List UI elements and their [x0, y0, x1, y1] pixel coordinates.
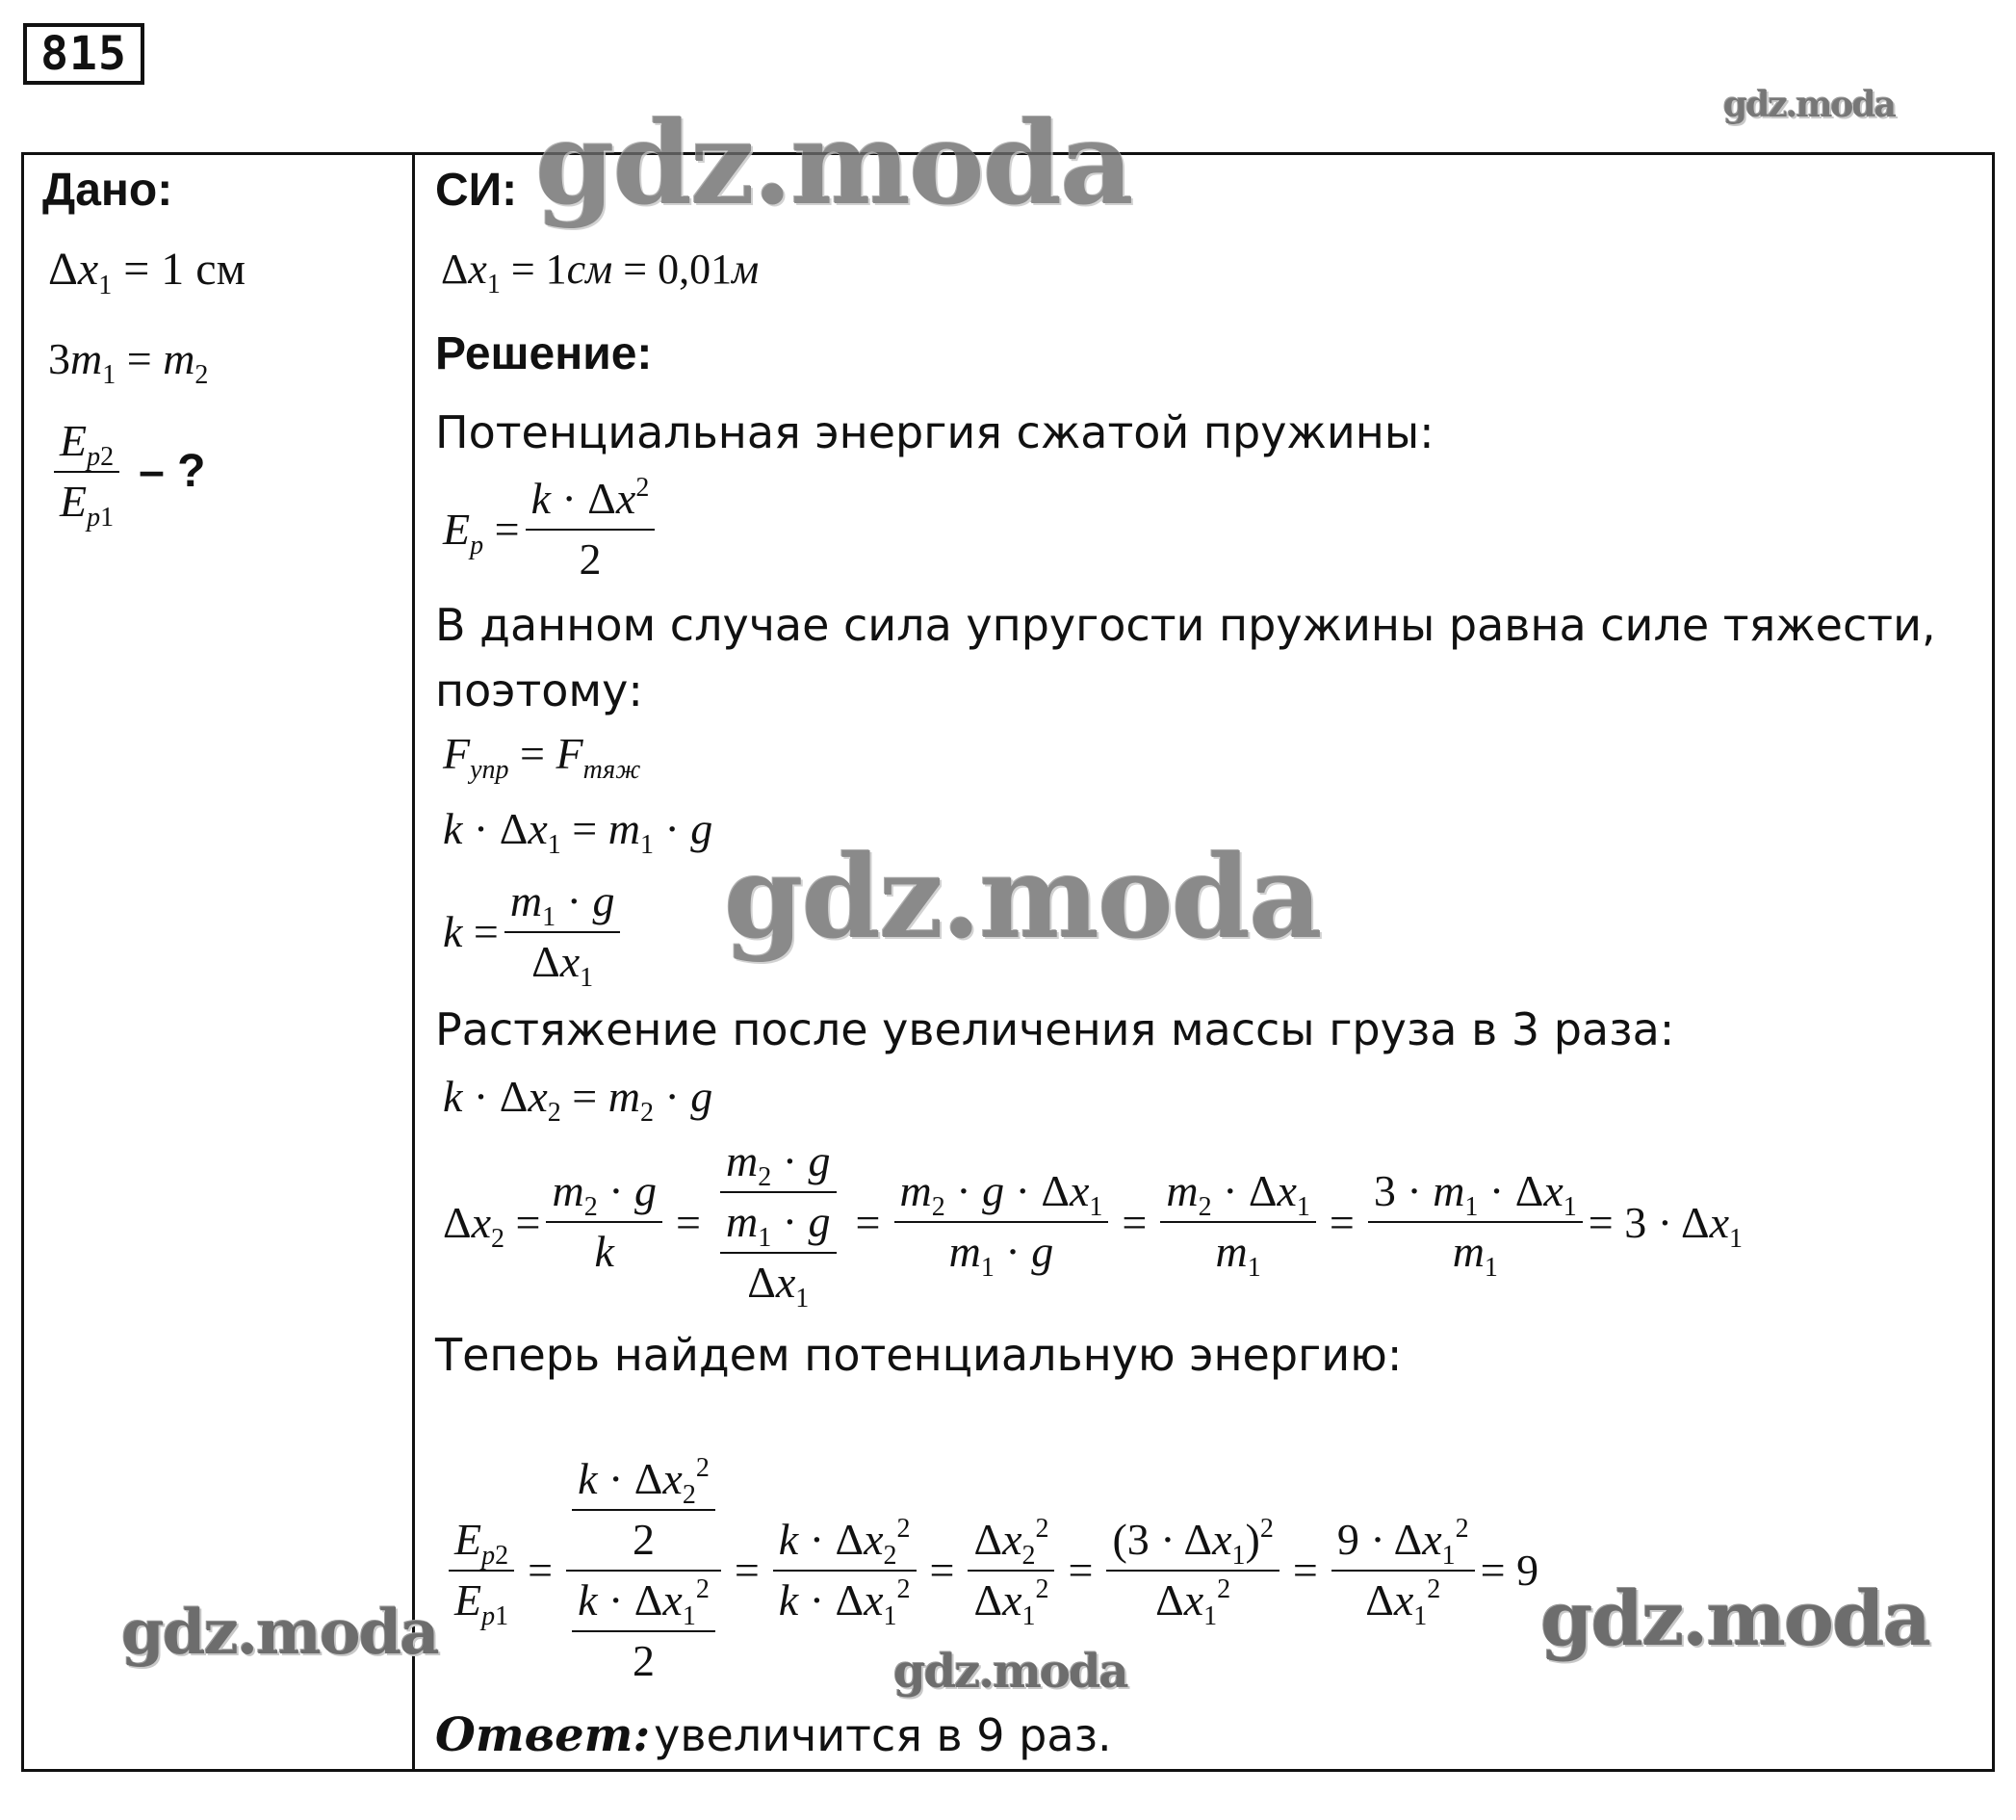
- solution-p1: Потенциальная энергия сжатой пружины:: [435, 406, 1434, 458]
- formula-k: k = $\frac{m_1 \cdot g}{\Delta x_1}$: [443, 876, 626, 988]
- formula-k-dx1: $k \cdot \Delta x_1 = m_1 \cdot g$: [443, 804, 713, 860]
- solution-heading: Решение:: [435, 328, 653, 379]
- formula-force-equality: $F_{упр} = F_{тяж}$: [443, 729, 641, 785]
- column-divider: [412, 152, 415, 1772]
- solution-p2b: поэтому:: [435, 664, 643, 716]
- watermark-top-big: gdz.moda: [535, 96, 1132, 230]
- given-line-1: [48, 243, 246, 300]
- given-heading: Дано:: [42, 165, 173, 216]
- given-find-fraction: $\frac{E_{p2}}{E_{p1}}$: [54, 416, 119, 528]
- formula-dx2-derivation: $\Delta x_2$ = $\frac{m_2 \cdot g}{k}$ = $\frac{m_2 \cdot g}{\frac{m_1 \cdot g}{\Delta x_1}}$ = $\frac{m_2 \cdot g \cdot \Delta x_1}{m_1 \cdot g}$ = $\frac{m_2 \cdot \Delta x_1}{m_1}$ = $\frac{3 \cdot m_1 \cdot \Delta x_1}{m_1}$ = $3 \cdot \Delta x_1$: [443, 1136, 1743, 1313]
- given-dx1: $\Delta x_1 = 1$ см: [48, 244, 246, 300]
- watermark-bottom-right: gdz.moda: [1540, 1575, 1930, 1663]
- problem-number: 815: [23, 23, 144, 85]
- watermark-bottom-center: gdz.moda: [893, 1645, 1127, 1699]
- answer-line: [435, 1708, 1112, 1762]
- given-line-2: $3m_1 = m_2$: [48, 334, 209, 390]
- formula-potential-energy: $E_p$ = $\frac{k \cdot \Delta x^2}{2}$: [443, 474, 660, 585]
- answer-label: Ответ:: [435, 1708, 651, 1762]
- solution-p2a: В данном случае сила упругости пружины равна силе тяжести,: [435, 599, 1936, 651]
- watermark-bottom-left: gdz.moda: [121, 1597, 438, 1669]
- si-line-1: $\Delta x_1 = 1см = 0,01м$: [441, 246, 760, 299]
- formula-dx2-result: = $3 \cdot \Delta x_1$: [1588, 1197, 1743, 1254]
- watermark-middle-big: gdz.moda: [724, 830, 1321, 964]
- formula-energy-result: = 9: [1480, 1546, 1539, 1596]
- si-heading: СИ:: [435, 165, 518, 216]
- given-find: [48, 416, 206, 533]
- watermark-top-right: gdz.moda: [1723, 85, 1895, 125]
- formula-k-dx2: $k \cdot \Delta x_2 = m_2 \cdot g$: [443, 1072, 713, 1128]
- given-find-suffix: – ?: [139, 446, 206, 498]
- answer-text: увеличится в 9 раз.: [654, 1709, 1112, 1761]
- formula-energy-ratio: $\frac{E_{p2}}{E_{p1}}$ = $\frac{\frac{k \cdot \Delta x_2^2}{2}}{\frac{k \cdot \Delta x_1^2}{2}}$ = $\frac{k \cdot \Delta x_2^2}{k \cdot \Delta x_1^2}$ = $\frac{\Delta x_2^2}{\Delta x_1^2}$ = $\frac{(3 \cdot \Delta x_1)^2}{\Delta x_1^2}$ = $\frac{9 \cdot \Delta x_1^2}{\Delta x_1^2}$ = 9: [443, 1454, 1538, 1687]
- solution-p3: Растяжение после увеличения массы груза в 3 раза:: [435, 1003, 1675, 1055]
- solution-p4: Теперь найдем потенциальную энергию:: [435, 1329, 1403, 1381]
